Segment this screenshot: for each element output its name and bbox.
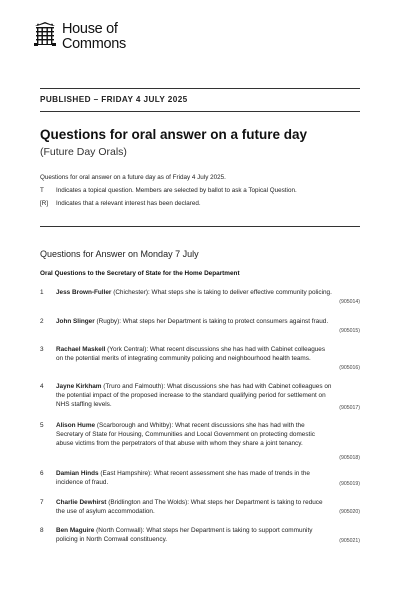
department-heading: Oral Questions to the Secretary of State for the Home Department — [40, 270, 240, 277]
question-text: What steps she is taking to deliver effective community policing. — [151, 289, 332, 296]
legend-symbol: T — [40, 187, 44, 194]
question-item — [40, 317, 360, 337]
divider — [40, 226, 360, 227]
constituency: (Scarborough and Whitby): — [96, 422, 174, 429]
question-text: What discussions she has had with Cabinet colleagues on the potential impact of the proposed increase to the standard qualifying period for settlement on NHS staffing levels. — [56, 383, 332, 409]
constituency: (North Cornwall): — [96, 527, 145, 534]
question-number: 5 — [40, 422, 44, 429]
question-item — [40, 498, 360, 518]
question-number: 7 — [40, 499, 44, 506]
divider — [40, 111, 360, 112]
legend-item-interest — [40, 200, 201, 207]
member-name: Ben Maguire — [56, 527, 95, 534]
legend-item-topical — [40, 187, 297, 194]
question-text: What steps her Department is taking to protect consumers against fraud. — [122, 318, 329, 325]
question-text: What recent discussions she has had with the Secretary of State for Housing, Communities and Local Government on protecting domestic abuse victims from the perpetrators of that abuse with whom they share a joint tenancy. — [56, 422, 315, 448]
divider — [40, 88, 360, 89]
intro-text: Questions for oral answer on a future day as of Friday 4 July 2025. — [40, 174, 226, 181]
logo-line-1: House of — [62, 21, 118, 37]
question-number: 8 — [40, 527, 44, 534]
question-text: What recent discussions she has had with Cabinet colleagues on the potential merits of integrating community policing and neighbourhood health teams. — [56, 346, 326, 363]
question-item — [40, 382, 360, 412]
legend-symbol: [R] — [40, 200, 49, 207]
question-text: What steps her Department is taking to support community policing in North Cornwall constituency. — [56, 527, 313, 544]
question-ref: (905019) — [339, 481, 360, 487]
legend-text: Indicates a topical question. Members are selected by ballot to ask a Topical Question. — [56, 187, 297, 194]
constituency: (Bridlington and The Wolds): — [108, 499, 189, 506]
member-name: Alison Hume — [56, 422, 96, 429]
question-item — [40, 288, 360, 308]
question-item — [40, 345, 360, 375]
question-ref: (905021) — [339, 538, 360, 544]
question-text: What steps her Department is taking to reduce the use of asylum accommodation. — [56, 499, 323, 516]
question-number: 1 — [40, 289, 44, 296]
constituency: (Chichester): — [113, 289, 150, 296]
constituency: (Rugby): — [96, 318, 121, 325]
question-item — [40, 469, 360, 489]
page-subtitle: (Future Day Orals) — [40, 146, 127, 158]
legend-text: Indicates that a relevant interest has been declared. — [56, 200, 201, 207]
member-name: Charlie Dewhirst — [56, 499, 107, 506]
constituency: (Truro and Falmouth): — [103, 383, 166, 390]
question-ref: (905016) — [339, 365, 360, 371]
question-ref: (905017) — [339, 405, 360, 411]
member-name: John Slinger — [56, 318, 95, 325]
house-of-commons-logo — [34, 22, 126, 52]
question-ref: (905020) — [339, 509, 360, 515]
question-item — [40, 421, 360, 461]
logo-line-2: Commons — [62, 36, 126, 52]
member-name: Rachael Maskell — [56, 346, 106, 353]
question-text: What recent assessment she has made of trends in the incidence of fraud. — [56, 470, 310, 487]
page-title: Questions for oral answer on a future day — [40, 127, 308, 142]
member-name: Jess Brown-Fuller — [56, 289, 112, 296]
question-number: 2 — [40, 318, 44, 325]
question-ref: (905018) — [339, 455, 360, 461]
member-name: Jayne Kirkham — [56, 383, 102, 390]
question-number: 6 — [40, 470, 44, 477]
published-date: PUBLISHED – FRIDAY 4 JULY 2025 — [40, 95, 188, 104]
question-item — [40, 526, 360, 546]
logo-wordmark — [62, 22, 126, 52]
constituency: (East Hampshire): — [100, 470, 152, 477]
question-ref: (905014) — [339, 299, 360, 305]
question-ref: (905015) — [339, 328, 360, 334]
portcullis-icon — [34, 22, 56, 48]
question-number: 4 — [40, 383, 44, 390]
day-heading: Questions for Answer on Monday 7 July — [40, 249, 199, 259]
member-name: Damian Hinds — [56, 470, 99, 477]
question-number: 3 — [40, 346, 44, 353]
constituency: (York Central): — [107, 346, 149, 353]
